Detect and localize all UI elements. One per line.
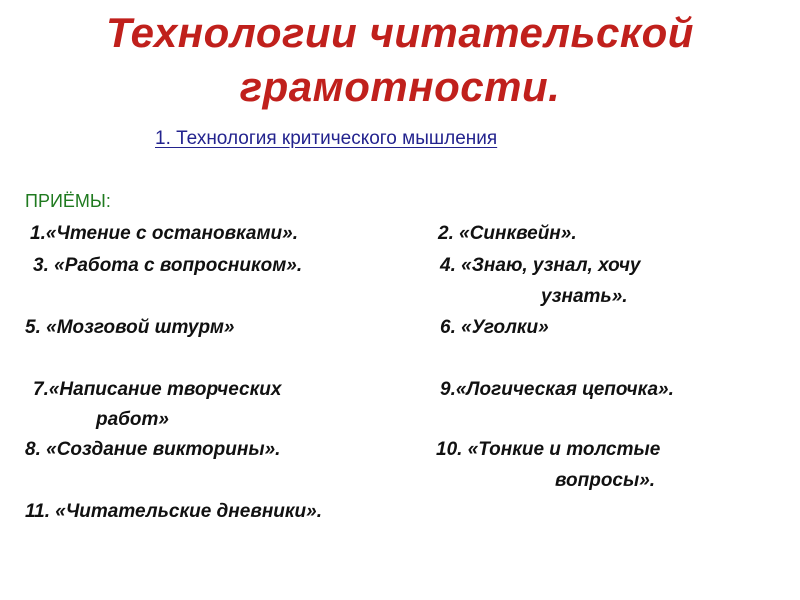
- method-item-5: 5. «Мозговой штурм»: [25, 317, 235, 338]
- method-item-4-line-2: узнать».: [541, 286, 628, 307]
- method-item-7-line-1: 7.«Написание творческих: [33, 379, 282, 400]
- method-item-10-line-2: вопросы».: [555, 470, 656, 491]
- page-title: [0, 6, 800, 114]
- methods-heading: ПРИЁМЫ:: [25, 191, 111, 211]
- method-item-1: 1.«Чтение с остановками».: [30, 223, 298, 244]
- method-item-3: 3. «Работа с вопросником».: [33, 255, 303, 276]
- method-item-6: 6. «Уголки»: [440, 317, 549, 338]
- method-item-11: 11. «Читательские дневники».: [25, 501, 322, 522]
- method-item-2: 2. «Синквейн».: [438, 223, 577, 244]
- title-line-2: грамотности.: [239, 63, 561, 110]
- title-line-1: Технологии читательской: [106, 9, 694, 56]
- method-item-4-line-1: 4. «Знаю, узнал, хочу: [440, 255, 641, 276]
- method-item-9: 9.«Логическая цепочка».: [440, 379, 674, 400]
- method-item-10-line-1: 10. «Тонкие и толстые: [436, 439, 661, 460]
- subtitle-link[interactable]: 1. Технология критического мышления: [155, 128, 498, 149]
- method-item-8: 8. «Создание викторины».: [25, 439, 281, 460]
- method-item-7-line-2: работ»: [96, 409, 170, 430]
